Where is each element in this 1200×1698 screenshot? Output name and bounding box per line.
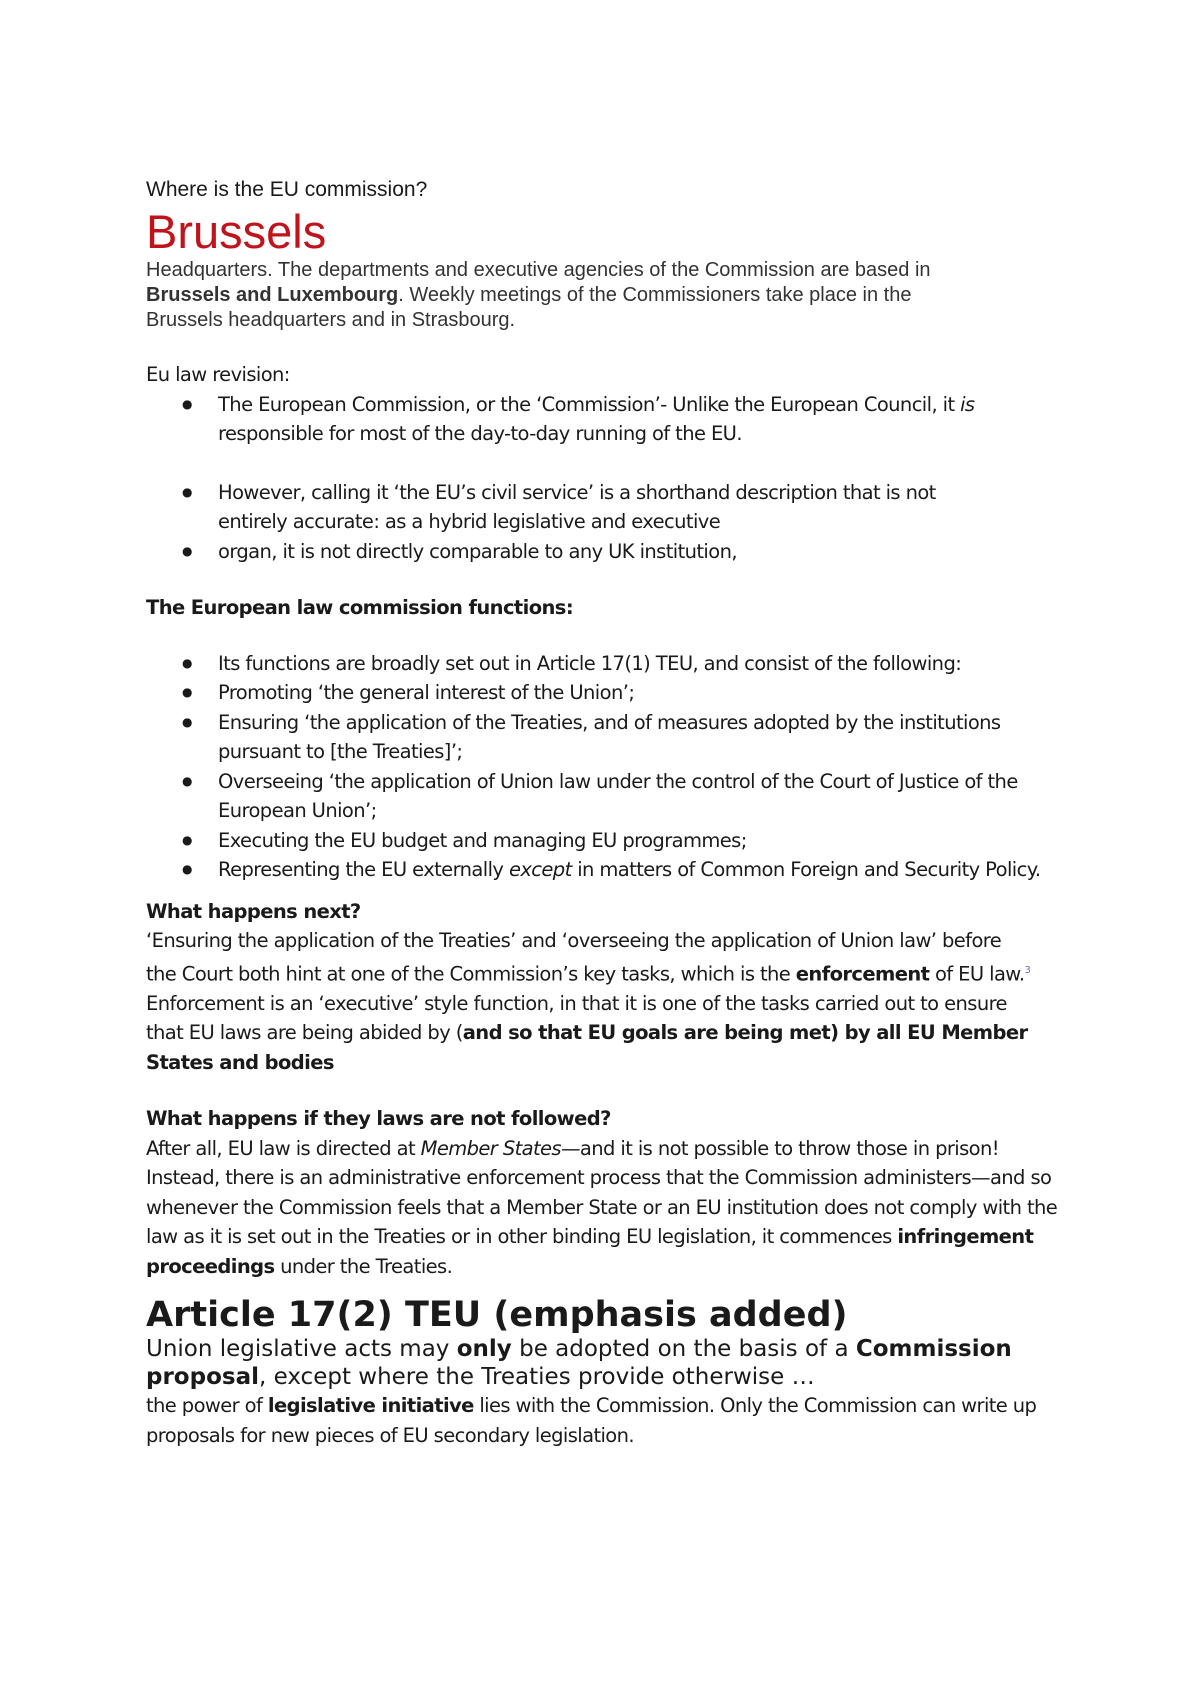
- next-heading: What happens next?: [146, 899, 361, 923]
- question-heading: Where is the EU commission?: [146, 178, 428, 201]
- article-heading: Article 17(2) TEU (emphasis added): [146, 1295, 848, 1335]
- list-item: ● However, calling it ‘the EU’s civil service’ is a shorthand description that is not entirely accurate: as a hybrid legislative and executive: [146, 478, 996, 537]
- list-item: ● Representing the EU externally except in matters of Common Foreign and Security Policy.: [146, 855, 1066, 885]
- functions-heading: The European law commission functions:: [146, 596, 574, 619]
- functions-list: [146, 649, 1066, 885]
- revision-heading: Eu law revision:: [146, 363, 290, 386]
- hq-text-2: . Weekly meetings of the Commissioners take place in the Brussels headquarters and in Strasbourg.: [146, 284, 912, 331]
- notfollowed-heading: What happens if they laws are not followed?: [146, 1107, 611, 1130]
- list-item: ● organ, it is not directly comparable to any UK institution,: [146, 537, 996, 567]
- hq-bold: Brussels and Luxembourg: [146, 284, 399, 306]
- list-item: ● The European Commission, or the ‘Commission’- Unlike the European Council, it is responsible for most of the day-to-day running of the EU.: [146, 390, 996, 449]
- notfollowed-paragraph: After all, EU law is directed at Member States—and it is not possible to throw those in prison! Instead, there is an administrative enforcement process that the Commission administers—and so whenever the Commission feels that a Member State or an EU institution does not comply with the law as it is set out in the Treaties or in other binding EU legislation, it commences infringement proceedings under the Treaties.: [146, 1136, 1058, 1278]
- list-item: ● Ensuring ‘the application of the Treaties, and of measures adopted by the institutions pursuant to [the Treaties]’;: [146, 708, 1066, 767]
- hq-text-1: Headquarters. The departments and executive agencies of the Commission are based in: [146, 259, 931, 281]
- list-item: ● Executing the EU budget and managing EU programmes;: [146, 826, 1066, 856]
- footnote-link[interactable]: 3: [1024, 964, 1031, 976]
- article-quote: Union legislative acts may only be adopted on the basis of a Commission proposal, except where the Treaties provide otherwise …: [146, 1336, 1012, 1390]
- list-item: ● Its functions are broadly set out in Article 17(1) TEU, and consist of the following:: [146, 649, 1066, 679]
- revision-list: [146, 390, 996, 567]
- article-paragraph: the power of legislative initiative lies with the Commission. Only the Commission can write up proposals for new pieces of EU secondary legislation.: [146, 1394, 1037, 1447]
- list-item: ● Promoting ‘the general interest of the Union’;: [146, 678, 1066, 708]
- headquarters-paragraph: [146, 258, 946, 333]
- document-body: [146, 175, 1066, 1450]
- next-paragraph: ‘Ensuring the application of the Treaties’ and ‘overseeing the application of Union law’ before the Court both hint at one of the Commission’s key tasks, which is the enforcement of EU law.$^3$ Enforcement is an ‘executive’ style function, in that it is one of the tasks carried out to ensure that EU laws are being abided by (and so that EU goals are being met) by all EU Member States and bodies: [146, 929, 1031, 1074]
- list-item: ● Overseeing ‘the application of Union law under the control of the Court of Justice of the European Union’;: [146, 767, 1066, 826]
- answer-title: Brussels: [146, 205, 327, 258]
